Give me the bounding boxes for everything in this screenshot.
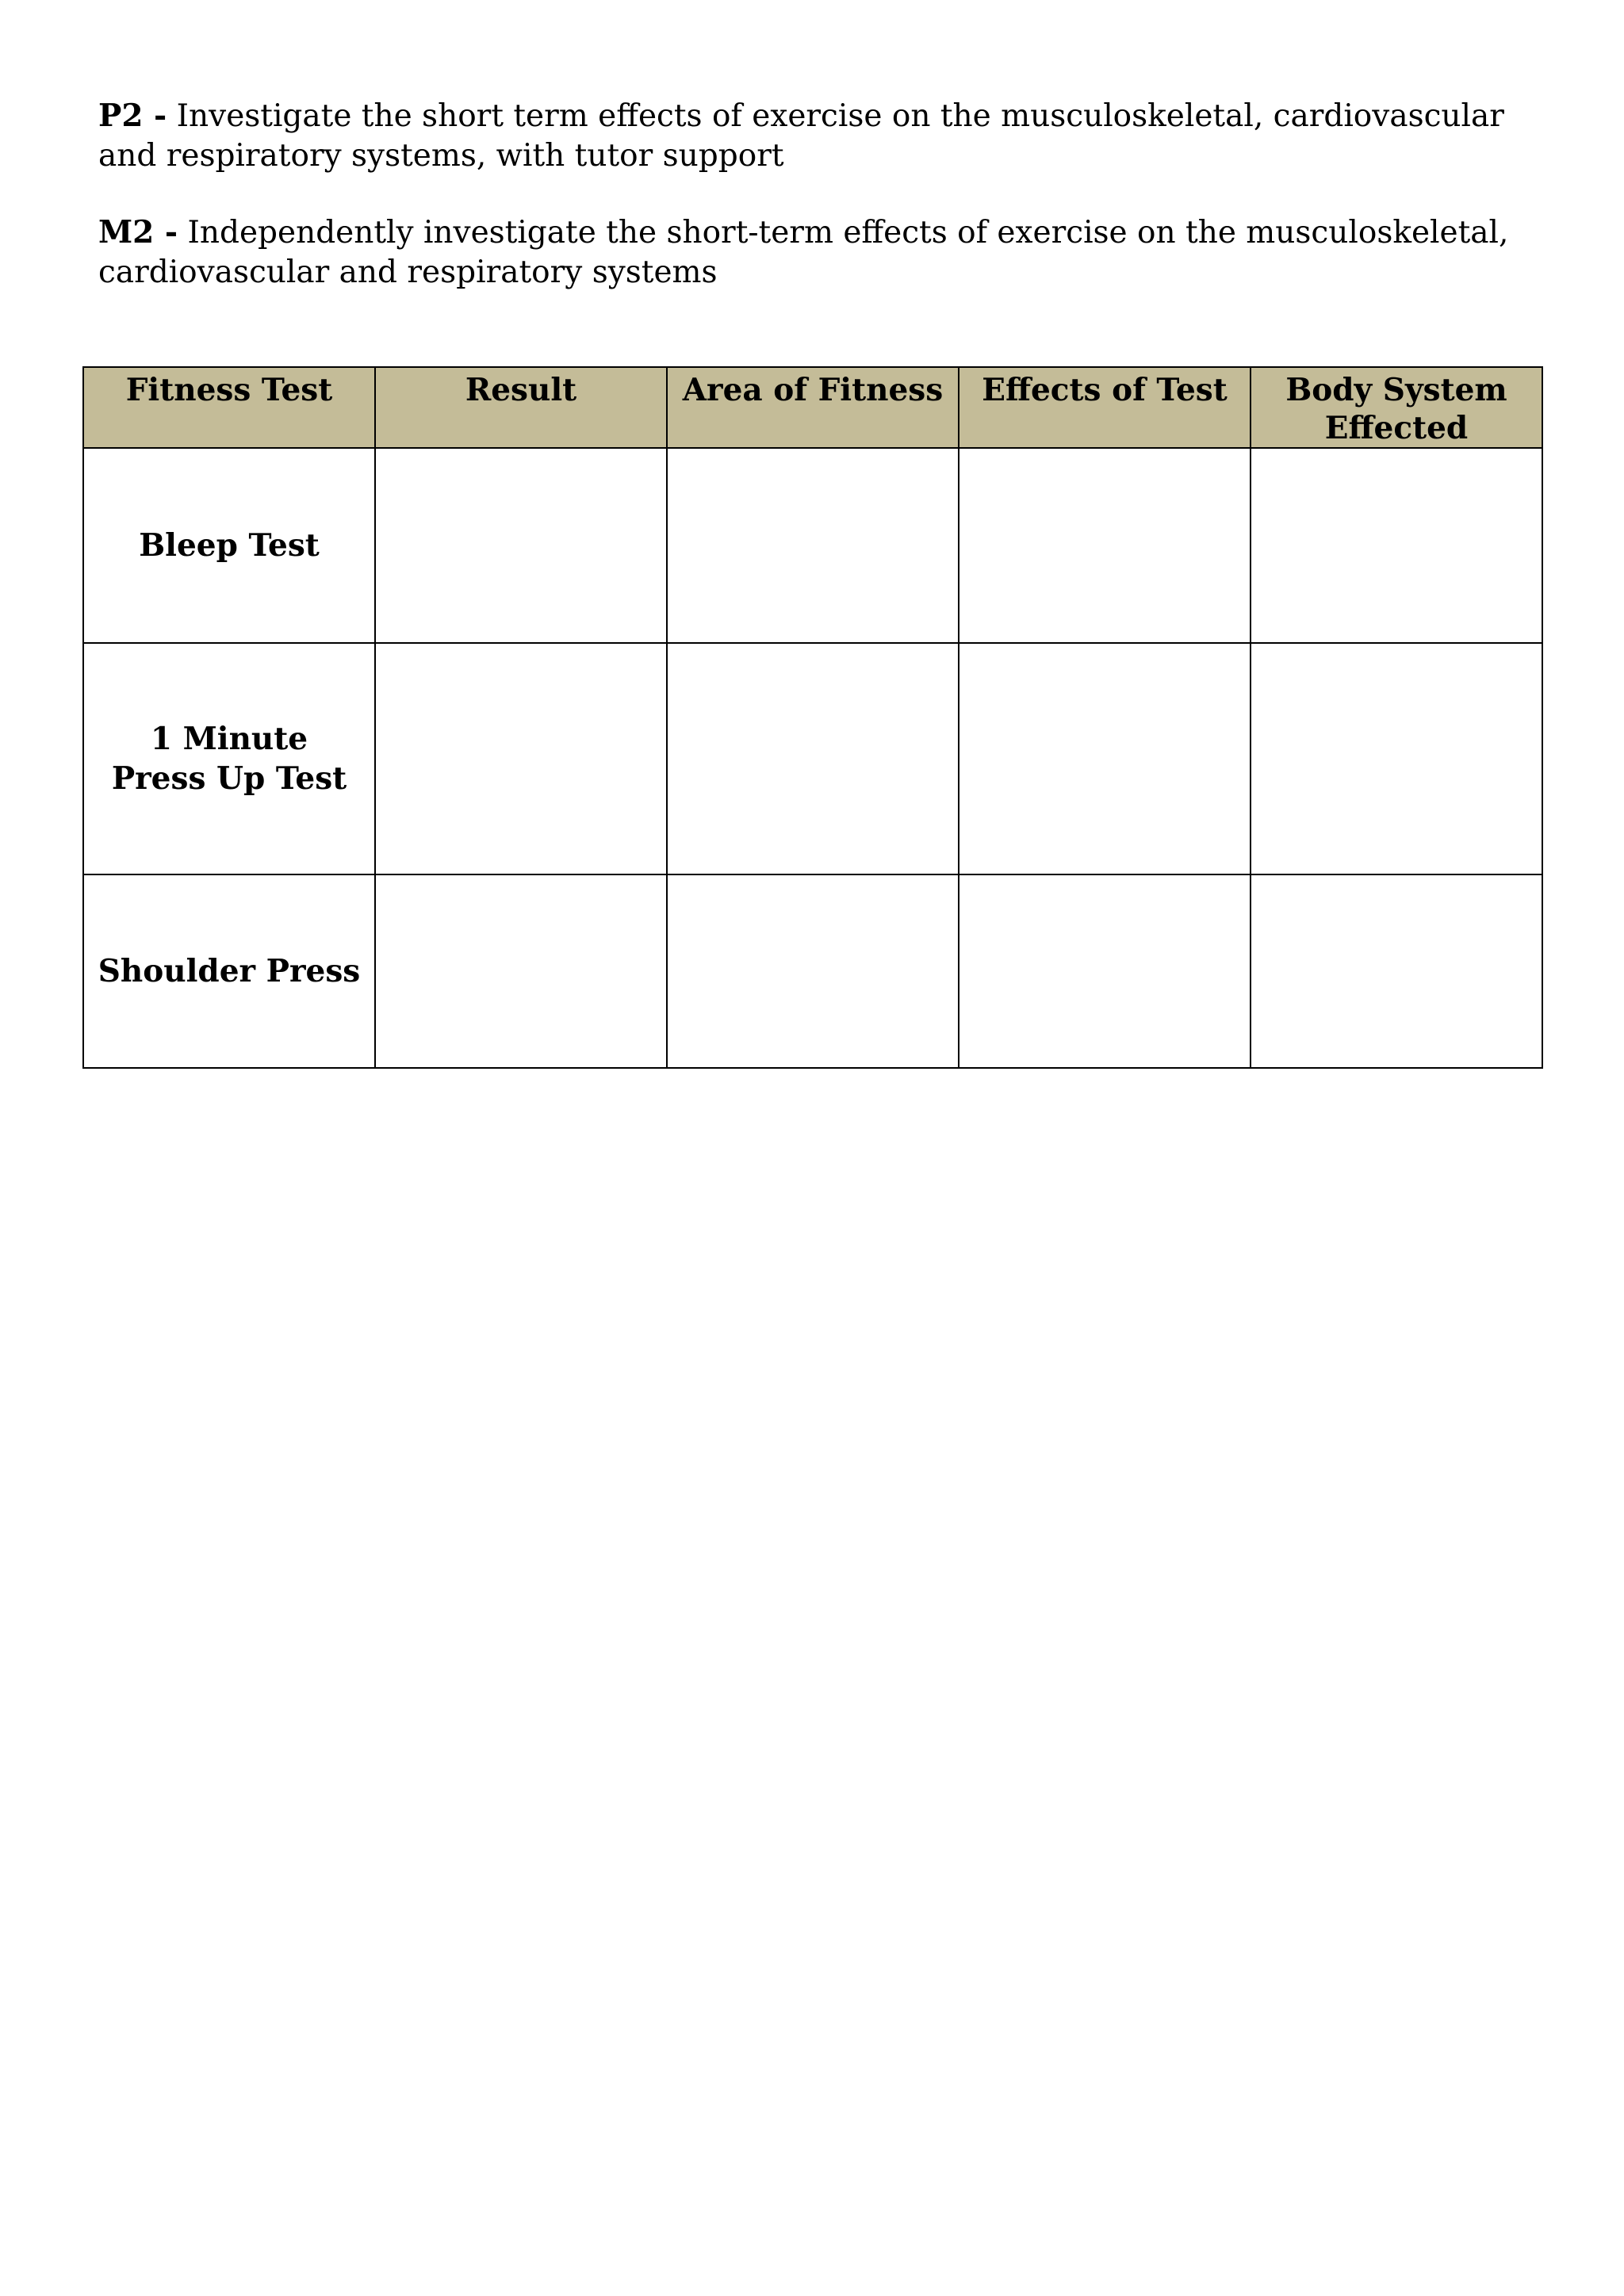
- cell-fitness-test: Bleep Test: [83, 448, 375, 643]
- cell-result[interactable]: [375, 874, 667, 1068]
- header-result: Result: [375, 367, 667, 448]
- cell-effects-of-test[interactable]: [959, 448, 1251, 643]
- header-fitness-test: Fitness Test: [83, 367, 375, 448]
- cell-result[interactable]: [375, 643, 667, 874]
- table-header-row: [83, 367, 1542, 448]
- cell-body-system[interactable]: [1251, 874, 1542, 1068]
- table-row: [83, 643, 1542, 874]
- criterion-p2: [98, 96, 1510, 176]
- cell-result[interactable]: [375, 448, 667, 643]
- cell-body-system[interactable]: [1251, 448, 1542, 643]
- header-effects-of-test: Effects of Test: [959, 367, 1251, 448]
- cell-area-of-fitness[interactable]: [667, 874, 959, 1068]
- criterion-m2-text: Independently investigate the short-term effects of exercise on the musculoskeletal, cardiovascular and respiratory systems: [98, 215, 1509, 290]
- criterion-p2-code: P2 -: [98, 98, 167, 134]
- cell-effects-of-test[interactable]: [959, 874, 1251, 1068]
- table-row: [83, 874, 1542, 1068]
- cell-effects-of-test[interactable]: [959, 643, 1251, 874]
- cell-area-of-fitness[interactable]: [667, 643, 959, 874]
- header-area-of-fitness: Area of Fitness: [667, 367, 959, 448]
- criterion-m2-code: M2 -: [98, 214, 178, 251]
- cell-body-system[interactable]: [1251, 643, 1542, 874]
- table-row: [83, 448, 1542, 643]
- cell-fitness-test: Shoulder Press: [83, 874, 375, 1068]
- fitness-test-table: [82, 366, 1543, 1069]
- criterion-p2-text: Investigate the short term effects of exercise on the musculoskeletal, cardiovascular and respiratory systems, with tutor support: [98, 98, 1504, 174]
- header-body-system-effected: Body System Effected: [1251, 367, 1542, 448]
- cell-fitness-test: 1 Minute Press Up Test: [83, 643, 375, 874]
- criterion-m2: [98, 212, 1510, 293]
- cell-area-of-fitness[interactable]: [667, 448, 959, 643]
